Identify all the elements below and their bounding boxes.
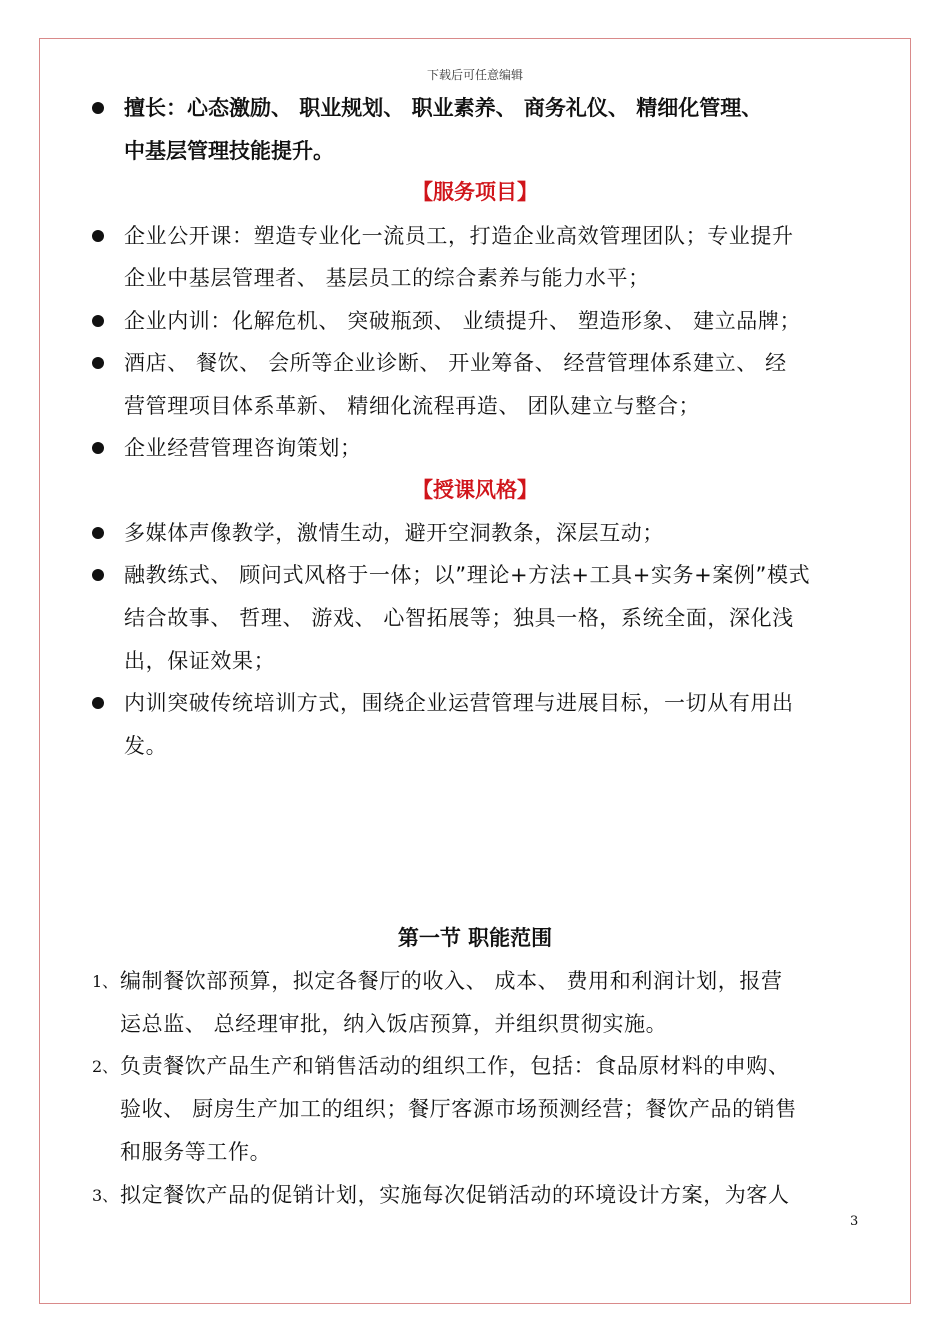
bullet-icon	[92, 357, 104, 369]
duty-line: 和服务等工作。	[120, 1140, 272, 1164]
duty-number: 2、	[92, 1057, 119, 1076]
style-item-line: 出，保证效果；	[124, 649, 276, 673]
duty-line: 拟定餐饮产品的促销计划，实施每次促销活动的环境设计方案，为客人	[120, 1183, 790, 1207]
duty-line: 运总监、 总经理审批，纳入饭店预算，并组织贯彻实施。	[120, 1012, 668, 1036]
service-item-line: 企业中基层管理者、 基层员工的综合素养与能力水平；	[124, 266, 650, 290]
section-title: 第一节 职能范围	[397, 926, 553, 950]
specialty-line: 擅长：心态激励、 职业规划、 职业素养、 商务礼仪、 精细化管理、	[124, 96, 763, 120]
duty-number: 3、	[92, 1186, 119, 1205]
bullet-icon	[92, 230, 104, 242]
section-heading-services: 【服务项目】	[412, 180, 538, 204]
style-item-line: 内训突破传统培训方式，围绕企业运营管理与进展目标，一切从有用出	[124, 691, 794, 715]
bullet-icon	[92, 102, 104, 114]
service-item-line: 营管理项目体系革新、 精细化流程再造、 团队建立与整合；	[124, 394, 701, 418]
service-item-line: 企业经营管理咨询策划；	[124, 436, 362, 460]
bullet-icon	[92, 315, 104, 327]
style-item-line: 结合故事、 哲理、 游戏、 心智拓展等；独具一格，系统全面，深化浅	[124, 606, 794, 630]
style-item-line: 多媒体声像教学，激情生动，避开空洞教条，深层互动；	[124, 521, 664, 545]
service-item-line: 酒店、 餐饮、 会所等企业诊断、 开业筹备、 经营管理体系建立、 经	[124, 351, 787, 375]
page-header: 下载后可任意编辑	[426, 68, 523, 82]
bullet-icon	[92, 527, 104, 539]
duty-line: 编制餐饮部预算，拟定各餐厅的收入、 成本、 费用和利润计划，报营	[120, 969, 783, 993]
section-heading-style: 【授课风格】	[412, 478, 538, 502]
bullet-icon	[92, 697, 104, 709]
page-number: 3	[850, 1214, 859, 1229]
bullet-icon	[92, 442, 104, 454]
bullet-icon	[92, 569, 104, 581]
duty-line: 负责餐饮产品生产和销售活动的组织工作，包括：食品原材料的申购、	[120, 1054, 790, 1078]
duty-number: 1、	[92, 972, 119, 991]
service-item-line: 企业公开课：塑造专业化一流员工，打造企业高效管理团队；专业提升	[124, 224, 794, 248]
style-item-line: 融教练式、 顾问式风格于一体；以”理论+方法+工具+实务+案例”模式	[124, 563, 811, 587]
style-item-line: 发。	[124, 734, 168, 758]
specialty-line: 中基层管理技能提升。	[124, 139, 334, 163]
duty-line: 验收、 厨房生产加工的组织；餐厅客源市场预测经营；餐饮产品的销售	[120, 1097, 797, 1121]
service-item-line: 企业内训：化解危机、 突破瓶颈、 业绩提升、 塑造形象、 建立品牌；	[124, 309, 802, 333]
